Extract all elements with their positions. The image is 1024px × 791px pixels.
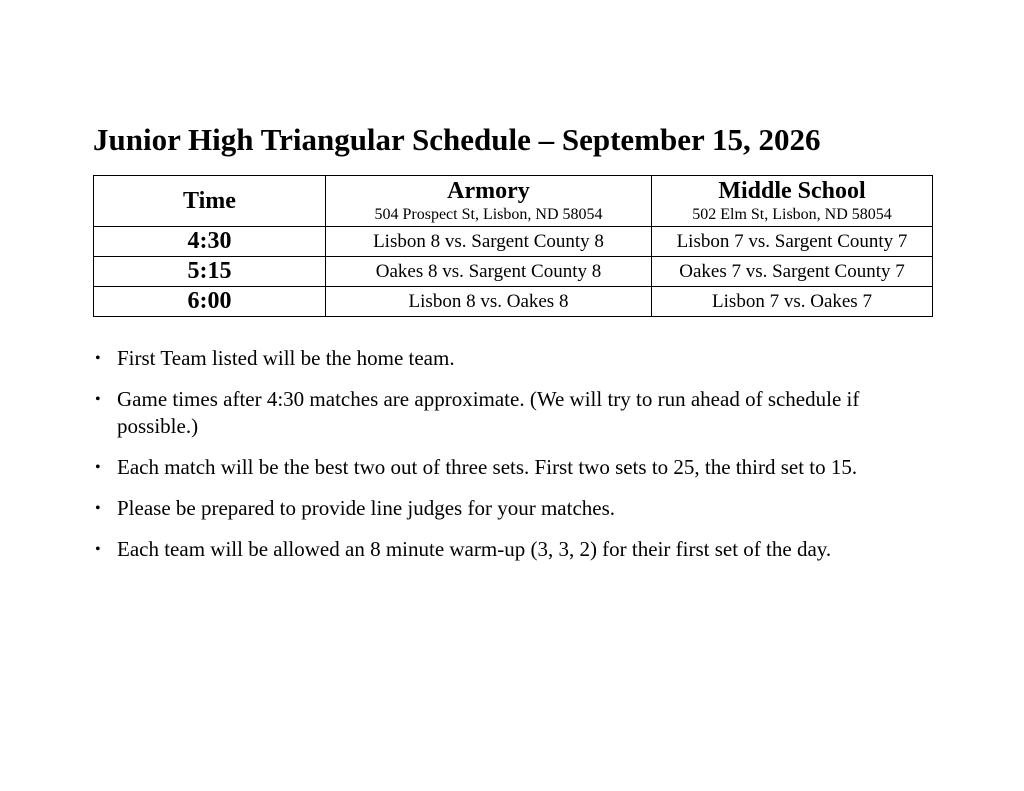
table-row [94,257,933,287]
note-text: Please be prepared to provide line judges for your matches. [117,496,616,520]
venue-name: Armory [447,178,530,204]
bullet-icon: • [95,391,101,408]
table-row [94,227,933,257]
note-text: Each team will be allowed an 8 minute warm-up (3, 3, 2) for their first set of the day. [117,537,832,561]
time-cell: 6:00 [94,287,326,317]
note-text: Each match will be the best two out of three sets. First two sets to 25, the third set to 15. [117,455,858,479]
bullet-icon: • [95,459,101,476]
notes-list [93,345,943,577]
armory-match-cell: Lisbon 8 vs. Sargent County 8 [326,227,652,257]
note-text: Game times after 4:30 matches are approximate. (We will try to run ahead of schedule if possible.) [117,387,860,438]
venue-header-armory [326,176,652,227]
bullet-icon: • [95,541,101,558]
schedule-table [93,175,933,317]
venue-address: 502 Elm St, Lisbon, ND 58054 [692,206,892,223]
bullet-icon: • [95,500,101,517]
venue-address: 504 Prospect St, Lisbon, ND 58054 [374,206,603,223]
venue-header-middle-school [652,176,933,227]
middle-school-match-cell: Lisbon 7 vs. Oakes 7 [652,287,933,317]
venue-name: Middle School [718,178,866,204]
middle-school-match-cell: Lisbon 7 vs. Sargent County 7 [652,227,933,257]
middle-school-match-cell: Oakes 7 vs. Sargent County 7 [652,257,933,287]
note-text: First Team listed will be the home team. [117,346,455,370]
list-item [93,536,943,563]
bullet-icon: • [95,350,101,367]
time-column-header: Time [94,176,326,227]
time-cell: 5:15 [94,257,326,287]
page-title: Junior High Triangular Schedule – September 15, 2026 [93,122,821,157]
table-row [94,287,933,317]
list-item [93,345,943,372]
armory-match-cell: Oakes 8 vs. Sargent County 8 [326,257,652,287]
list-item [93,495,943,522]
list-item [93,386,943,440]
list-item [93,454,943,481]
time-cell: 4:30 [94,227,326,257]
armory-match-cell: Lisbon 8 vs. Oakes 8 [326,287,652,317]
table-header-row [94,176,933,227]
